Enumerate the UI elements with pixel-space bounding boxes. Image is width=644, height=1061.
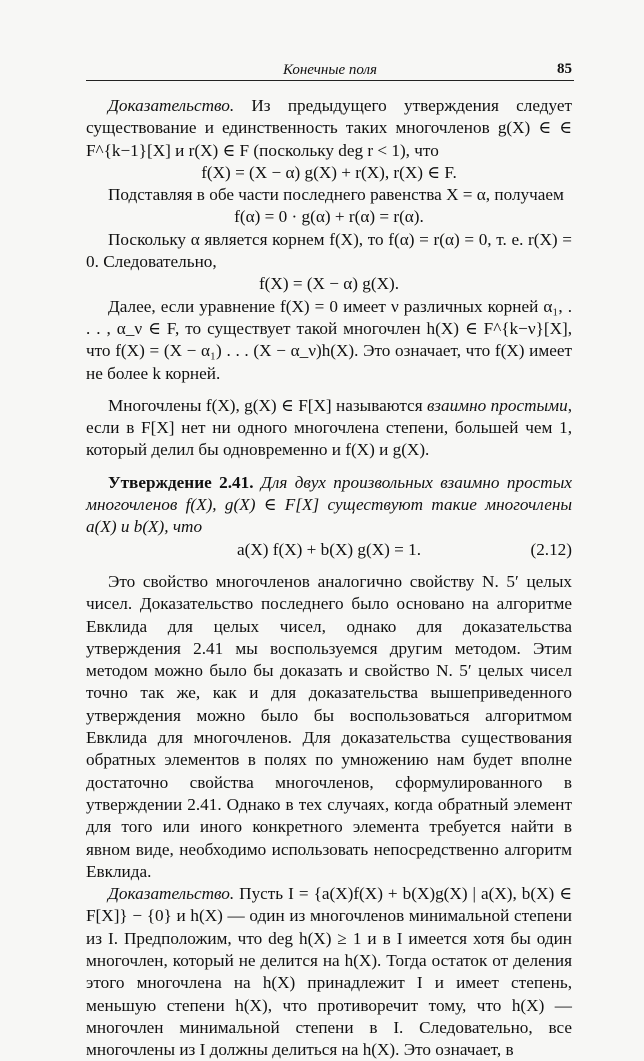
page-body [86, 95, 572, 1061]
equation-number: (2.12) [530, 539, 572, 559]
paragraph-root: Поскольку α является корнем f(X), то f(α) = r(α) = 0, т. е. r(X) = 0. Следовательно, [86, 229, 572, 272]
formula-evaluation: f(α) = 0 · g(α) + r(α) = r(α). [234, 207, 424, 227]
page-number: 85 [557, 61, 572, 77]
definition-term: взаимно простыми [427, 395, 568, 415]
proof-paragraph-2 [86, 883, 572, 1061]
definition-end: , если в F[X] нет ни одного многочлена степени, большей чем 1, который делил бы одновременно и f(X) и g(X). [86, 395, 572, 460]
proof-label-2: Доказательство. [108, 884, 235, 904]
paragraph-roots-count: Далее, если уравнение f(X) = 0 имеет ν различных корней α₁, . . . , α_ν ∈ F, то существует такой многочлен h(X) ∈ F^{k−ν}[X], что f(X) = (X − α₁) . . . (X − α_ν)h(X). Это означает, что f(X) имеет не более k корней. [86, 296, 572, 383]
formula-division: f(X) = (X − α) g(X) + r(X), r(X) ∈ F. [201, 162, 457, 182]
proof-text: Из предыдущего утверждения следует существование и единственность таких многочленов g(X) ∈ ∈ F^{k−1}[X] и r(X) ∈ F (поскольку deg r < 1), что [86, 96, 572, 160]
proof-label: Доказательство. [108, 96, 235, 115]
formula-expression: a(X) f(X) + b(X) g(X) = 1. [236, 539, 422, 559]
running-title: Конечные поля [282, 62, 378, 78]
paragraph-remark: Это свойство многочленов аналогично свойству N. 5′ целых чисел. Доказательство последнего было основано на алгоритме Евклида для целых чисел, однако для доказательства утверждения 2.41 мы воспользуемся другим методом. Этим методом можно было бы доказать и свойство N. 5′ целых чисел точно так же, как и для доказательства вышеприведенного утверждения можно было бы воспользоваться алгоритмом Евклида для многочленов. Для доказательства существования обратных элементов в полях по умножению нам будет вполне достаточно свойства многочленов, сформулированного в утверждении 2.41. Однако в тех случаях, когда обратный элемент для того или иного конкретного элемента требуется найти в явном виде, необходимо использовать непосредственно алгоритм Евклида. [86, 571, 572, 881]
proof-text-2: Пусть I = {a(X)f(X) + b(X)g(X) | a(X), b(X) ∈ F[X]} − {0} и h(X) — один из многочленов минимальной степени из I. Предположим, что deg h(X) ≥ 1 и в I имеется хотя бы один многочлен, который не делится на h(X). Тогда остаток от деления этого многочлена на h(X) принадлежит I и имеет степень, меньшую степени h(X), что противоречит тому, что h(X) — многочлен минимальной степени в I. Следовательно, все многочлены из I должны делиться на h(X). Это означает, в [86, 884, 572, 1060]
definition-start: Многочлены f(X), g(X) ∈ F[X] называются [108, 395, 428, 415]
proof-paragraph-1 [86, 95, 572, 162]
paragraph-substitution: Подставляя в обе части последнего равенства X = α, получаем [108, 185, 564, 205]
statement-label: Утверждение 2.41. [108, 472, 254, 492]
statement-2-41 [86, 472, 572, 539]
formula-factor: f(X) = (X − α) g(X). [258, 274, 400, 294]
definition-coprime [86, 395, 572, 462]
formula-2-12 [86, 539, 572, 561]
running-header [86, 58, 574, 81]
statement-text: Для двух произвольных взаимно простых многочленов f(X), g(X) ∈ F[X] существуют такие многочлены a(X) и b(X), что [86, 472, 572, 537]
